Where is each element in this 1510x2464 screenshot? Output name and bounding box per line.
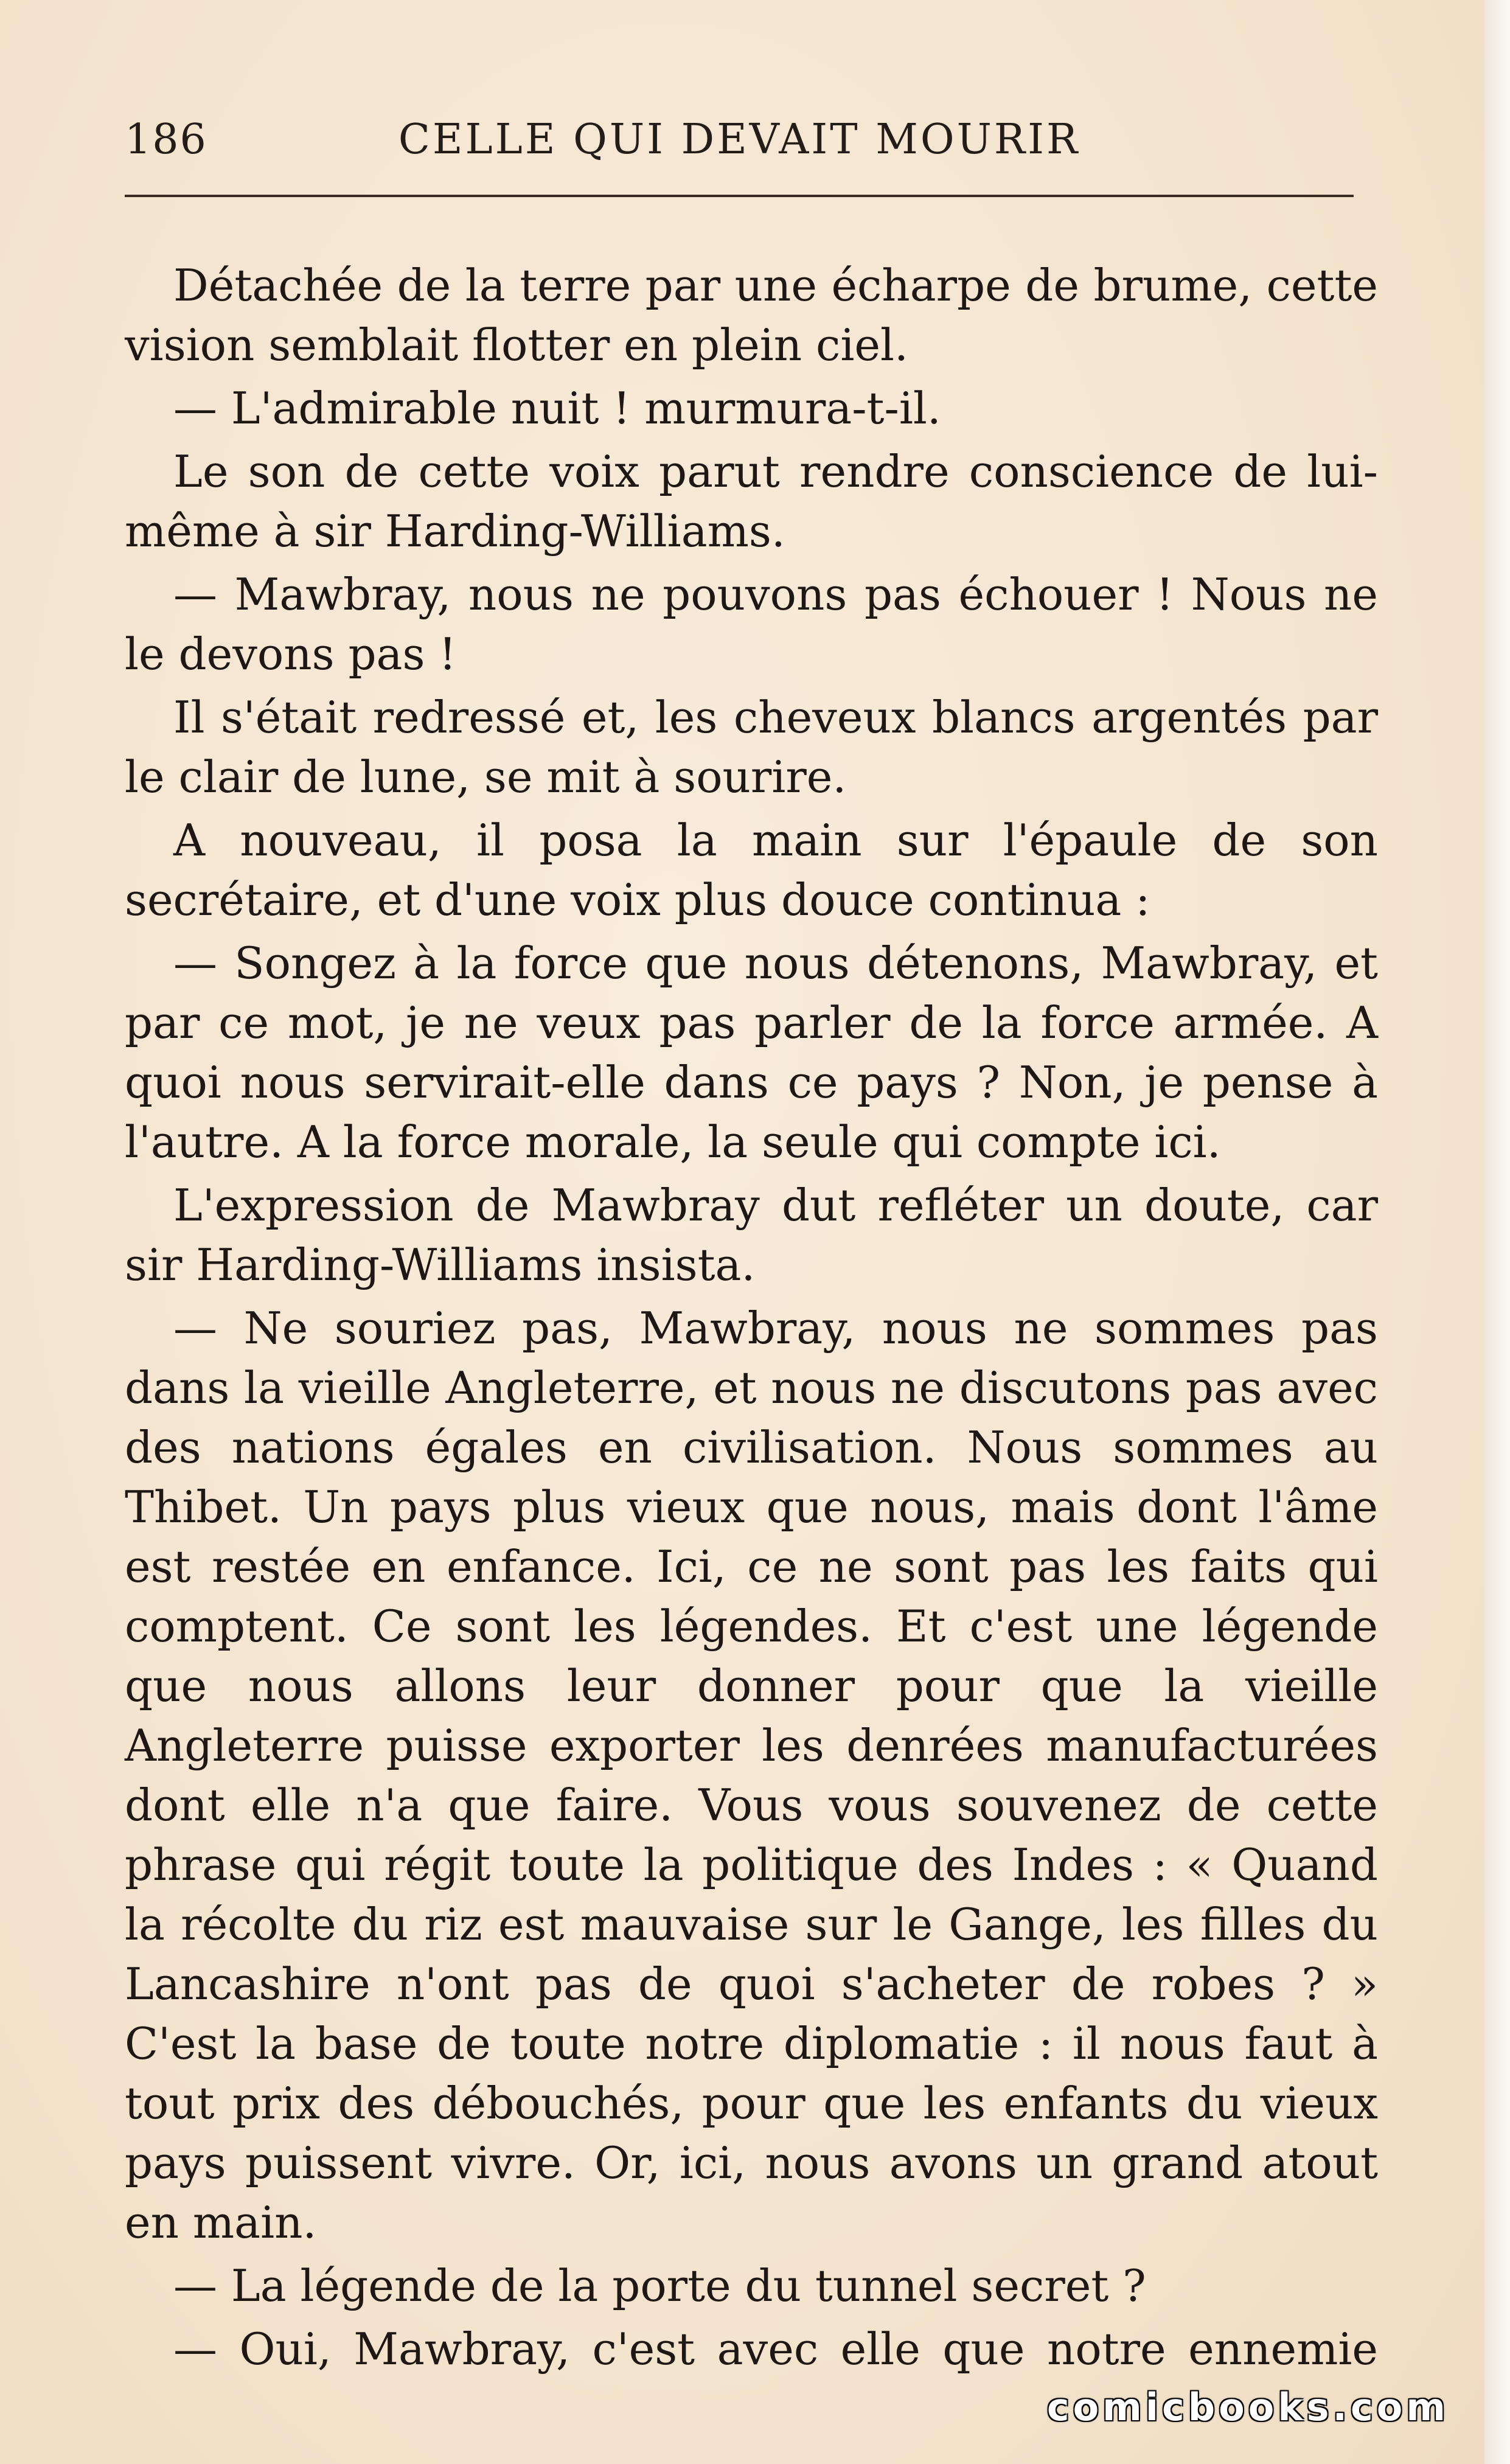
paragraph: Le son de cette voix parut rendre conscience de lui-même à sir Harding-Williams. xyxy=(125,446,1378,557)
paragraph: L'expression de Mawbray dut refléter un doute, car sir Harding-Williams insista. xyxy=(125,1180,1378,1290)
paragraph: — La légende de la porte du tunnel secret ? xyxy=(173,2260,1146,2311)
body-text xyxy=(125,256,1378,2382)
paragraph: — L'admirable nuit ! murmura-t-il. xyxy=(173,383,941,434)
running-title: CELLE QUI DEVAIT MOURIR xyxy=(398,116,1080,164)
paragraph: — Songez à la force que nous détenons, Mawbray, et par ce mot, je ne veux pas parler de la force armée. A quoi nous servirait-elle dans ce pays ? Non, je pense à l'autre. A la force morale, la seule qui compte ici. xyxy=(125,938,1378,1168)
paragraph: A nouveau, il posa la main sur l'épaule de son secrétaire, et d'une voix plus douce continua : xyxy=(125,815,1378,925)
watermark: comicbooks.com xyxy=(1046,2385,1449,2429)
paragraph: — Ne souriez pas, Mawbray, nous ne sommes pas dans la vieille Angleterre, et nous ne discutons pas avec des nations égales en civilisation. Nous sommes au Thibet. Un pays plus vieux que nous, mais dont l'âme est restée en enfance. Ici, ce ne sont pas les faits qui comptent. Ce sont les légendes. Et c'est une légende que nous allons leur donner pour que la vieille Angleterre puisse exporter les denrées manufacturées dont elle n'a que faire. Vous vous souvenez de cette phrase qui régit toute la politique des Indes : « Quand la récolte du riz est mauvaise sur le Gange, les filles du Lancashire n'ont pas de quoi s'acheter de robes ? » C'est la base de toute notre diplomatie : il nous faut à tout prix des débouchés, pour que les enfants du vieux pays puissent vivre. Or, ici, nous avons un grand atout en main. xyxy=(125,1303,1378,2248)
page-header xyxy=(125,116,1354,170)
scan-edge xyxy=(1484,0,1510,2464)
paragraph: Il s'était redressé et, les cheveux blancs argentés par le clair de lune, se mit à sourire. xyxy=(125,692,1378,802)
page-number: 186 xyxy=(125,116,207,164)
paragraph: — Mawbray, nous ne pouvons pas échouer ! Nous ne le devons pas ! xyxy=(125,569,1378,680)
paragraph: Détachée de la terre par une écharpe de brume, cette vision semblait flotter en plein ciel. xyxy=(125,260,1378,371)
paragraph: — Oui, Mawbray, c'est avec elle que notre ennemie xyxy=(173,2323,1378,2375)
header-rule xyxy=(125,195,1354,197)
